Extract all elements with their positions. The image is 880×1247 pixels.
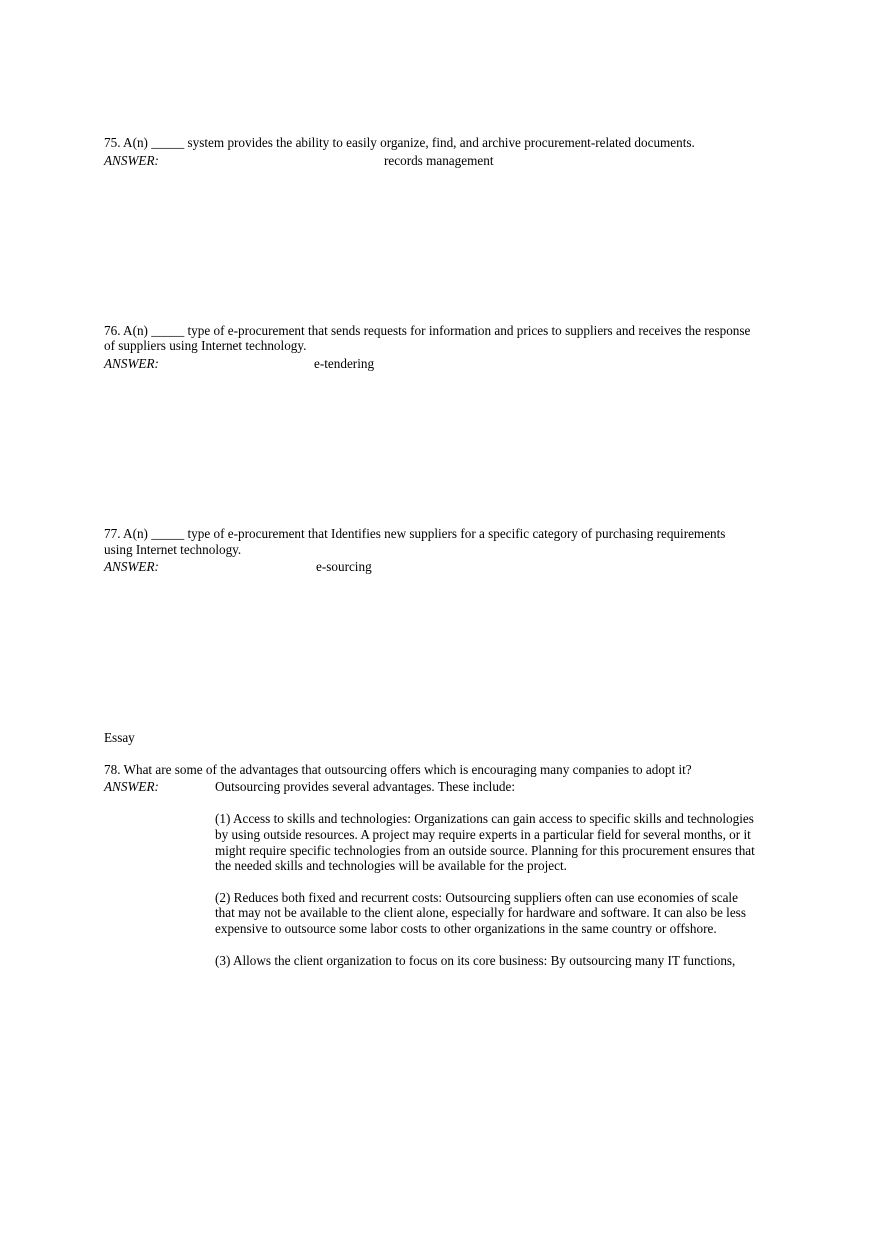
answer-text: e-tendering (314, 356, 375, 371)
answer-paragraph-line: that may not be available to the client alone, especially for hardware and software. It can also be less (215, 905, 746, 920)
answer-label: ANSWER: (104, 356, 159, 371)
answer-paragraph-line: (1) Access to skills and technologies: Organizations can gain access to specific skills and technologies (215, 811, 754, 826)
question-text: 75. A(n) _____ system provides the ability to easily organize, find, and archive procurement-related documents. (104, 135, 695, 150)
answer-label: ANSWER: (104, 153, 159, 168)
answer-text: records management (384, 153, 494, 168)
question-text: 77. A(n) _____ type of e-procurement that Identifies new suppliers for a specific category of purchasing requirements (104, 526, 726, 541)
question-text: of suppliers using Internet technology. (104, 338, 307, 353)
answer-paragraph-line: (2) Reduces both fixed and recurrent costs: Outsourcing suppliers often can use economies of scale (215, 890, 738, 905)
answer-label: ANSWER: (104, 559, 159, 574)
answer-text: e-sourcing (316, 559, 372, 574)
section-heading: Essay (104, 730, 135, 745)
answer-paragraph-line: might require specific technologies from an outside source. Planning for this procurement ensures that (215, 843, 755, 858)
question-text: 76. A(n) _____ type of e-procurement that sends requests for information and prices to suppliers and receives the response (104, 323, 751, 338)
answer-label: ANSWER: (104, 779, 159, 794)
answer-paragraph-line: expensive to outsource some labor costs to other organizations in the same country or offshore. (215, 921, 717, 936)
question-text: 78. What are some of the advantages that outsourcing offers which is encouraging many companies to adopt it? (104, 762, 692, 777)
answer-paragraph-line: (3) Allows the client organization to focus on its core business: By outsourcing many IT functions, (215, 953, 736, 968)
question-text: using Internet technology. (104, 542, 242, 557)
answer-paragraph-line: the needed skills and technologies will be available for the project. (215, 858, 567, 873)
answer-paragraph-line: by using outside resources. A project may require experts in a particular field for several months, or it (215, 827, 751, 842)
answer-intro: Outsourcing provides several advantages. These include: (215, 779, 516, 794)
